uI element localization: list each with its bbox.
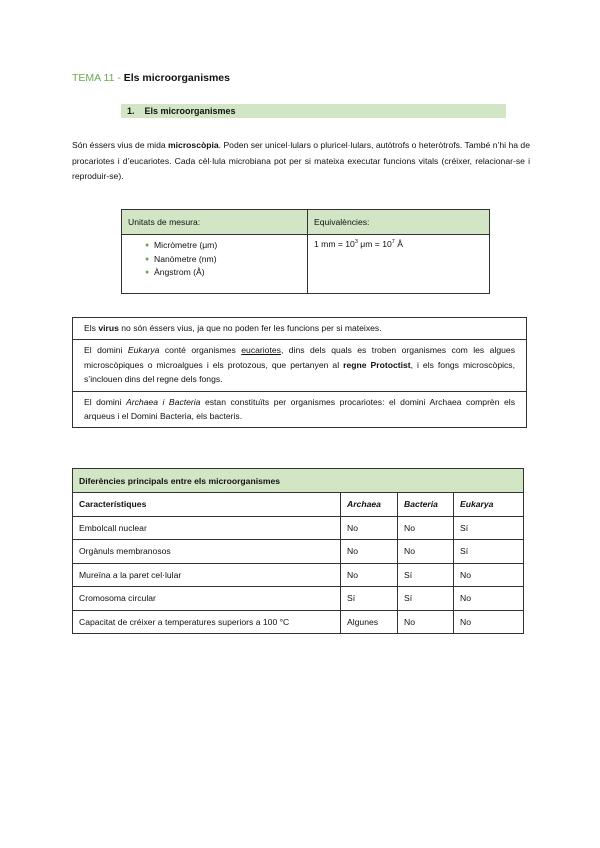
table-cell: Sí — [454, 540, 524, 564]
unit-label: Nanòmetre (nm) — [154, 253, 217, 264]
section-heading — [121, 104, 506, 118]
table-cell: Sí — [398, 563, 454, 587]
column-header: Archaea — [341, 493, 398, 517]
list-item — [145, 266, 301, 280]
units-table — [121, 209, 490, 294]
note-italic: Archaea i Bacteria — [125, 396, 201, 407]
note-underlined: eucariotes — [241, 345, 281, 356]
unit-label: Àngstrom (Å) — [154, 267, 205, 277]
equiv-exponent-1: 3 — [354, 239, 358, 246]
bullet-icon: ● — [145, 242, 150, 249]
note-text: El domini — [84, 345, 128, 356]
bullet-icon: ● — [145, 269, 150, 276]
section-number: 1. — [127, 106, 135, 116]
units-list — [128, 239, 301, 280]
note-text: , i els fongs microscòpics, s’inclouen dins del regne dels fongs. — [84, 359, 515, 385]
table-cell: Mureïna a la paret cel·lular — [73, 563, 341, 587]
note-text: Els — [84, 323, 99, 333]
list-item — [145, 239, 301, 253]
table-cell: No — [341, 516, 398, 540]
column-header: Eukarya — [454, 493, 524, 517]
title-separator: - — [117, 72, 121, 84]
section-label: Els microorganismes — [144, 106, 236, 116]
differences-table — [72, 468, 524, 634]
table-row — [73, 587, 524, 611]
table-row — [73, 563, 524, 587]
intro-text-2: . Poden ser unicel·lulars o pluricel·lulars, autòtrofs o heteròtrofs. També n’hi ha de procariotes i d’eucariotes. Cada cèl·lula microbiana pot per si mateixa executar funcions vitals (créixer, relacionar-se i reproduir-se). — [72, 140, 530, 181]
notes-box — [72, 317, 527, 428]
equivalences-header: Equivalències: — [308, 210, 490, 235]
note-eukarya — [73, 340, 526, 391]
units-list-cell — [122, 235, 308, 294]
title-prefix: TEMA 11 — [72, 72, 115, 84]
note-text: , dins dels quals es troben organismes com les algues microscòpiques o microalgues i els protozous, que pertanyen al — [84, 345, 516, 370]
list-item — [145, 253, 301, 267]
table-row — [73, 610, 524, 634]
intro-bold-word: microscòpia — [168, 140, 219, 150]
table-row — [73, 540, 524, 564]
table-cell: Algunes — [341, 610, 398, 634]
equivalence-cell — [308, 235, 490, 294]
table-cell: Capacitat de créixer a temperatures superiors a 100 °C — [73, 610, 341, 634]
note-text: El domini — [84, 396, 126, 407]
title-main: Els microorganismes — [123, 72, 230, 84]
intro-paragraph — [72, 138, 530, 185]
table-cell: Sí — [454, 516, 524, 540]
bullet-icon: ● — [145, 255, 150, 263]
equiv-text-b: μm = 10 — [357, 239, 392, 249]
note-bold: regne Protoctist — [343, 359, 411, 370]
table-cell: No — [454, 563, 524, 587]
note-virus — [73, 318, 526, 340]
table-cell: No — [454, 610, 524, 634]
note-archaea-bacteria — [73, 392, 526, 428]
equiv-text-c: Å — [394, 239, 403, 249]
differences-caption: Diferències principals entre els microorganismes — [73, 469, 524, 493]
table-row — [73, 516, 524, 540]
table-cell: Orgànuls membranosos — [73, 540, 341, 564]
column-header: Característiques — [73, 493, 341, 517]
table-cell: No — [341, 563, 398, 587]
table-cell: No — [398, 540, 454, 564]
note-bold: virus — [98, 323, 119, 333]
table-cell: Cromosoma circular — [73, 587, 341, 611]
units-header: Unitats de mesura: — [122, 210, 308, 235]
table-cell: No — [341, 540, 398, 564]
note-text: no són éssers vius, ja que no poden fer les funcions per si mateixes. — [118, 323, 382, 333]
page-title — [72, 72, 230, 84]
note-text: conté organismes — [159, 345, 242, 356]
equiv-text-a: 1 mm = 10 — [314, 239, 355, 249]
note-italic: Eukarya — [127, 345, 160, 356]
intro-text-1: Són éssers vius de mida — [72, 140, 169, 150]
column-header: Bacteria — [398, 493, 454, 517]
note-text: estan constituïts per organismes procariotes: el domini Archaea comprèn els arqueus i el Domini Bacteria, els bacteris. — [84, 396, 515, 422]
table-cell: Sí — [398, 587, 454, 611]
table-cell: Embolcall nuclear — [73, 516, 341, 540]
unit-label: Micròmetre (μm) — [154, 240, 218, 250]
table-cell: No — [398, 516, 454, 540]
table-cell: No — [398, 610, 454, 634]
equiv-exponent-2: 7 — [391, 239, 395, 246]
table-cell: No — [454, 587, 524, 611]
table-cell: Sí — [341, 587, 398, 611]
